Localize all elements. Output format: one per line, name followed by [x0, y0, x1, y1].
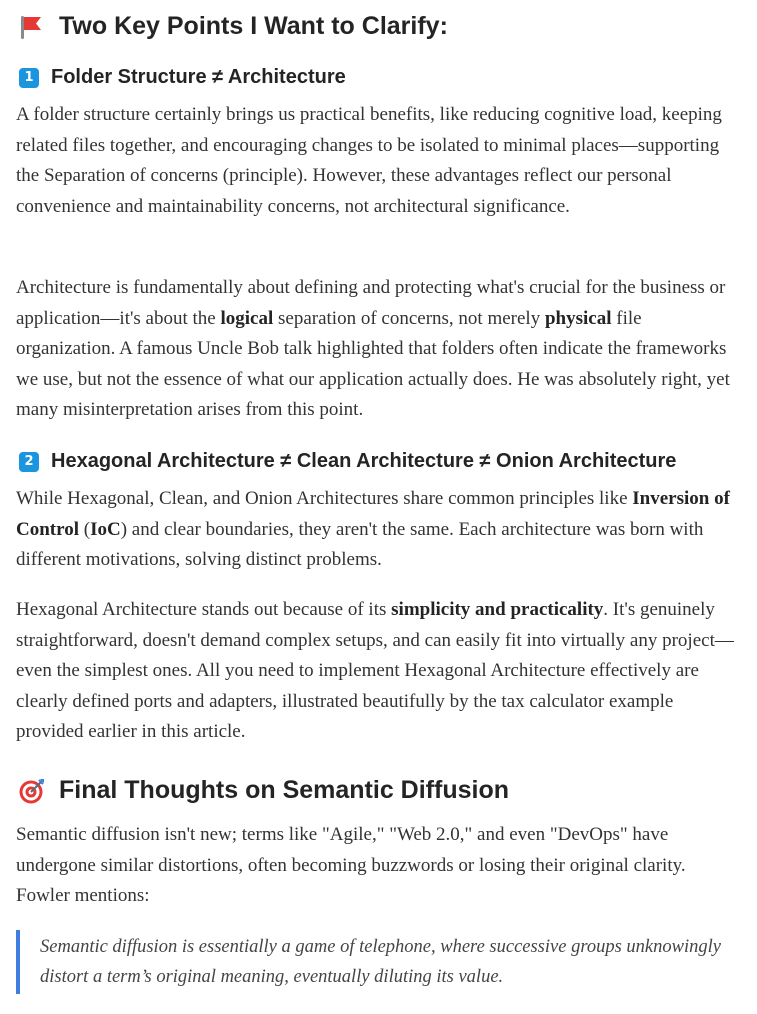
text-segment: separation of concerns, not merely — [273, 307, 545, 329]
direct-hit-target-icon — [18, 777, 46, 805]
bold-ioc: IoC — [90, 518, 121, 540]
paragraph-folder-structure: A folder structure certainly brings us practical benefits, like reducing cognitive load, keeping related files together, and encouraging changes to be isolated to minimal places—supporting the Separation of concerns (principle). However, these advantages reflect our personal convenience and maintainability concerns, not architectural significance. — [16, 104, 722, 217]
text-segment: . It's genuinely straightforward, doesn't demand complex setups, and can easily fit into virtually any project—even the simplest ones. All you need to implement Hexagonal Architecture effectively are clearly defined ports and adapters, illustrated beautifully by the tax calculator example provided earlier in this article. — [16, 599, 734, 742]
heading-point-1 — [18, 66, 346, 89]
text-segment: Architecture is fundamentally about defining and protecting what's crucial for the business or application—it's about the — [16, 277, 726, 329]
blockquote-text: Semantic diffusion is essentially a game of telephone, where successive groups unknowingly distort a term’s original meaning, eventually diluting its value. — [40, 937, 721, 987]
text-segment: While Hexagonal, Clean, and Onion Architectures share common principles like — [16, 488, 633, 509]
paragraph-architecture — [16, 273, 744, 426]
keycap-two-icon: 2 — [19, 452, 39, 472]
bold-inversion-of-control: Inversion of Control — [16, 488, 730, 540]
heading-point-2 — [18, 450, 676, 473]
bold-simplicity: simplicity and practicality — [391, 599, 604, 620]
text-segment: ) and clear boundaries, they aren't the same. Each architecture was born with different motivations, solving distinct problems. — [16, 518, 704, 570]
heading-final-thoughts-text: Final Thoughts on Semantic Diffusion — [59, 776, 509, 804]
heading-final-thoughts — [18, 776, 509, 805]
bold-physical: physical — [544, 307, 612, 329]
heading-key-points-text: Two Key Points I Want to Clarify: — [59, 12, 448, 40]
heading-point-2-text: Hexagonal Architecture ≠ Clean Architecture ≠ Onion Architecture — [51, 450, 677, 472]
red-flag-icon — [18, 14, 44, 40]
text-segment: ( — [78, 518, 91, 540]
heading-key-points — [18, 12, 448, 41]
keycap-one-icon: 1 — [19, 68, 39, 88]
paragraph-architectures-differ — [16, 484, 744, 576]
text-segment: file organization. A famous Uncle Bob talk highlighted that folders often indicate the frameworks we use, but not the essence of what our application actually does. He was absolutely right, yet many misinterpretation arises from this point. — [16, 307, 730, 420]
heading-point-1-text: Folder Structure ≠ Architecture — [51, 66, 346, 88]
paragraph-hexagonal — [16, 595, 744, 748]
text-segment: Hexagonal Architecture stands out because of its — [16, 599, 392, 620]
blockquote — [16, 930, 745, 994]
paragraph-semantic-diffusion: Semantic diffusion isn't new; terms like "Agile," "Web 2.0," and even "DevOps" have undergone similar distortions, often becoming buzzwords or losing their original clarity. Fowler mentions: — [16, 824, 686, 906]
bold-logical: logical — [220, 307, 274, 329]
